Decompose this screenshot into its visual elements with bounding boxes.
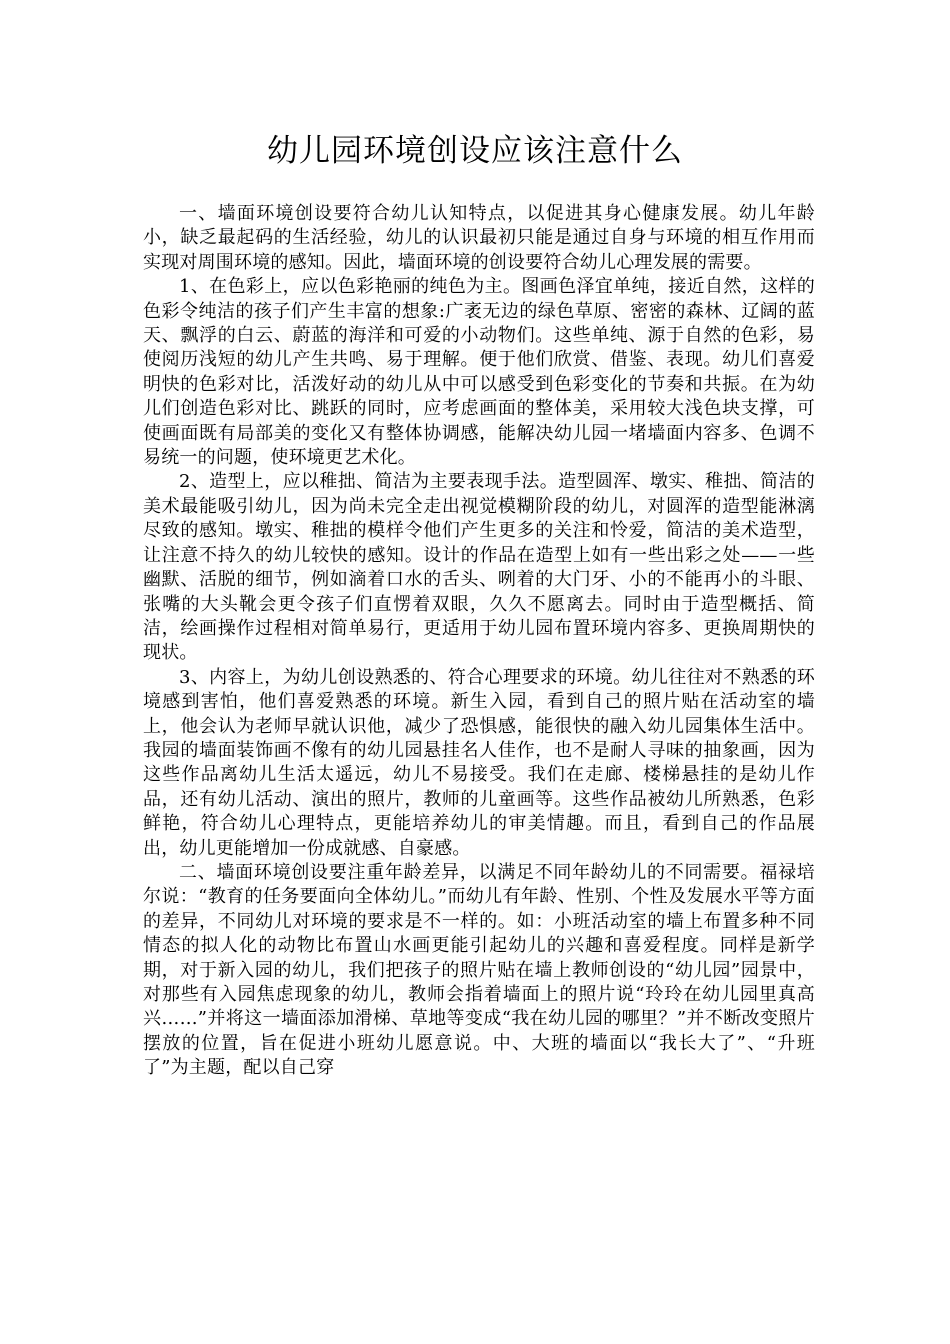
- paragraph-section-one-intro: 一、墙面环境创设要符合幼儿认知特点，以促进其身心健康发展。幼儿年龄小，缺乏最起码的生活经验，幼儿的认识最初只能是通过自身与环境的相互作用而实现对周围环境的感知。因此，墙面环境的创设要符合幼儿心理发展的需要。: [143, 203, 815, 273]
- paragraph-content: 3、内容上，为幼儿创设熟悉的、符合心理要求的环境。幼儿往往对不熟悉的环境感到害怕，他们喜爱熟悉的环境。新生入园，看到自己的照片贴在活动室的墙上，他会认为老师早就认识他，减少了恐惧感，能很快的融入幼儿园集体生活中。我园的墙面装饰画不像有的幼儿园悬挂名人佳作，也不是耐人寻味的抽象画，因为这些作品离幼儿生活太遥远，幼儿不易接受。我们在走廊、楼梯悬挂的是幼儿作品，还有幼儿活动、演出的照片，教师的儿童画等。这些作品被幼儿所熟悉，色彩鲜艳，符合幼儿心理特点，更能培养幼儿的审美情趣。而且，看到自己的作品展出，幼儿更能增加一份成就感、自豪感。: [143, 666, 815, 859]
- paragraph-section-two-age: 二、墙面环境创设要注重年龄差异，以满足不同年龄幼儿的不同需要。福禄培尔说：“教育的任务要面向全体幼儿。”而幼儿有年龄、性别、个性及发展水平等方面的差异，不同幼儿对环境的要求是不一样的。如：小班活动室的墙上布置多种不同情态的拟人化的动物比布置山水画更能引起幼儿的兴趣和喜爱程度。同样是新学期，对于新入园的幼儿，我们把孩子的照片贴在墙上教师创设的“幼儿园”园景中，对那些有入园焦虑现象的幼儿，教师会指着墙面上的照片说“玲玲在幼儿园里真高兴……”并将这一墙面添加滑梯、草地等变成“我在幼儿园的哪里？”并不断改变照片摆放的位置，旨在促进小班幼儿愿意说。中、大班的墙面以“我长大了”、“升班了”为主题，配以自己穿: [143, 861, 815, 1079]
- document-body: [143, 202, 815, 1081]
- paragraph-color: 1、在色彩上，应以色彩艳丽的纯色为主。图画色泽宜单纯，接近自然，这样的色彩令纯洁的孩子们产生丰富的想象:广袤无边的绿色草原、密密的森林、辽阔的蓝天、飘浮的白云、蔚蓝的海洋和可爱的小动物们。这些单纯、源于自然的色彩，易使阅历浅短的幼儿产生共鸣、易于理解。便于他们欣赏、借鉴、表现。幼儿们喜爱明快的色彩对比，活泼好动的幼儿从中可以感受到色彩变化的节奏和共振。在为幼儿们创造色彩对比、跳跃的同时，应考虑画面的整体美，采用较大浅色块支撑，可使画面既有局部美的变化又有整体协调感，能解决幼儿园一堵墙面内容多、色调不易统一的问题，使环境更艺术化。: [143, 276, 815, 469]
- document-title: 幼儿园环境创设应该注意什么: [267, 133, 683, 169]
- paragraph-shape: 2、造型上，应以稚拙、简洁为主要表现手法。造型圆浑、墩实、稚拙、简洁的美术最能吸引幼儿，因为尚未完全走出视觉模糊阶段的幼儿，对圆浑的造型能淋漓尽致的感知。墩实、稚拙的模样令他们产生更多的关注和怜爱，简洁的美术造型，让注意不持久的幼儿较快的感知。设计的作品在造型上如有一些出彩之处——一些幽默、活脱的细节，例如滴着口水的舌头、咧着的大门牙、小的不能再小的斗眼、张嘴的大头靴会更令孩子们直愣着双眼，久久不愿离去。同时由于造型概括、简洁，绘画操作过程相对简单易行，更适用于幼儿园布置环境内容多、更换周期快的现状。: [143, 471, 815, 664]
